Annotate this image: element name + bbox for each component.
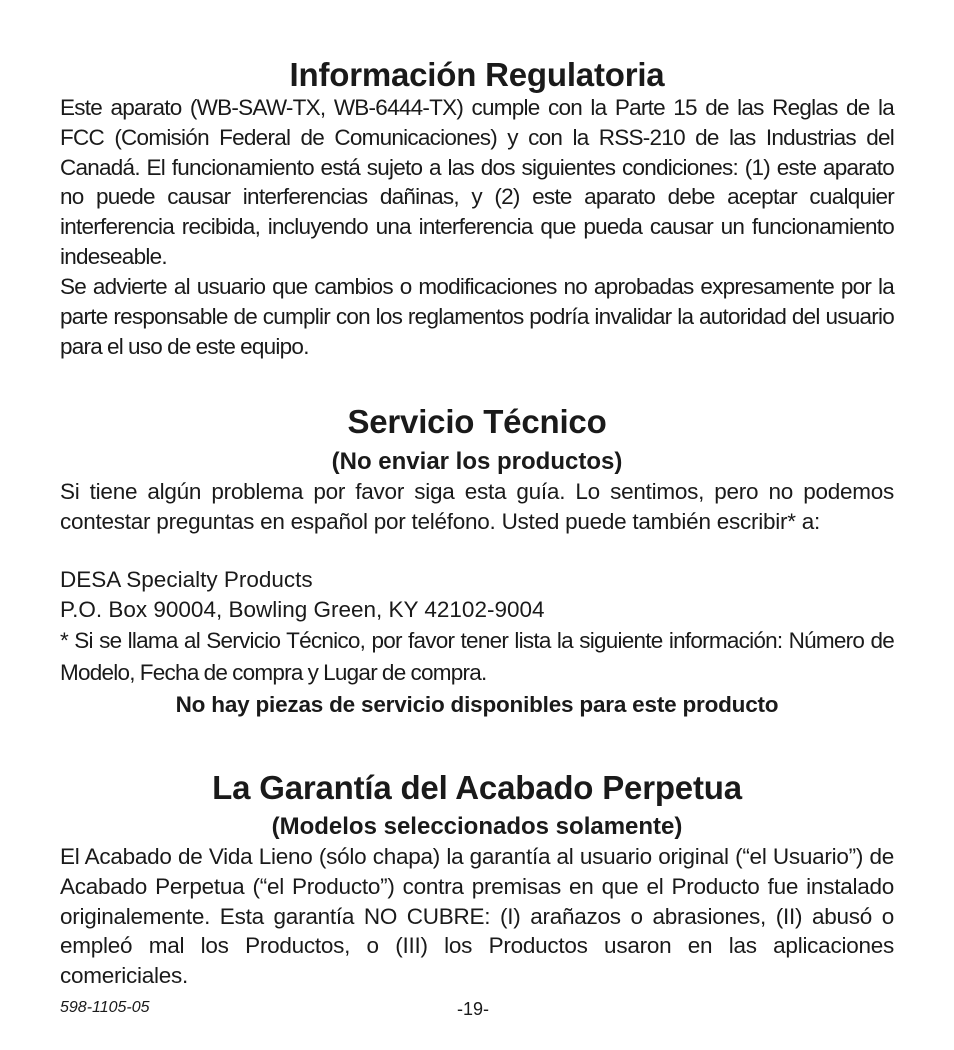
address-line-2: P.O. Box 90004, Bowling Green, KY 42102-9004: [60, 597, 545, 622]
service-footnote: * Si se llama al Servicio Técnico, por favor tener lista la siguiente información: Número de Modelo, Fecha de compra y Lugar de compra.: [60, 628, 894, 685]
document-code: 598-1105-05: [60, 999, 150, 1016]
service-paragraph-1: Si tiene algún problema por favor siga esta guía. Lo sentimos, pero no podemos contestar preguntas en español por teléfono. Usted puede también escribir* a:: [60, 479, 894, 534]
regulatory-paragraph-1: Este aparato (WB-SAW-TX, WB-6444-TX) cumple con la Parte 15 de las Reglas de la FCC (Comisión Federal de Comunicaciones) y con la RSS-210 de las Industrias del Canadá. El funcionamiento está sujeto a las dos siguientes condiciones: (1) este aparato no puede causar interferencias dañinas, y (2) este aparato debe aceptar cualquier interferencia recibida, incluyendo una interferencia que pueda causar un funcionamiento indeseable.: [60, 95, 894, 269]
address-line-1: DESA Specialty Products: [60, 567, 313, 592]
regulatory-paragraph-2: Se advierte al usuario que cambios o modificaciones no aprobadas expresamente por la parte responsable de cumplir con los reglamentos podría invalidar la autoridad del usuario para el uso de este equipo.: [60, 274, 894, 359]
regulatory-title: Información Regulatoria: [289, 56, 665, 93]
warranty-paragraph-1: El Acabado de Vida Lieno (sólo chapa) la garantía al usuario original (“el Usuario”) de Acabado Perpetua (“el Producto”) contra premisas en que el Producto fue instalado originalemente. Esta garantía NO CUBRE: (I) arañazos o abrasiones, (II) abusó o empleó mal los Productos, o (III) los Productos usaron en las aplicaciones comericiales.: [60, 844, 894, 989]
page-number: -19-: [457, 999, 490, 1019]
service-subtitle: (No enviar los productos): [331, 448, 623, 475]
service-title: Servicio Técnico: [347, 403, 607, 440]
warranty-subtitle: (Modelos seleccionados solamente): [271, 813, 683, 840]
warranty-title: La Garantía del Acabado Perpetua: [212, 769, 742, 806]
no-parts-notice: No hay piezas de servicio disponibles para este producto: [175, 692, 779, 717]
